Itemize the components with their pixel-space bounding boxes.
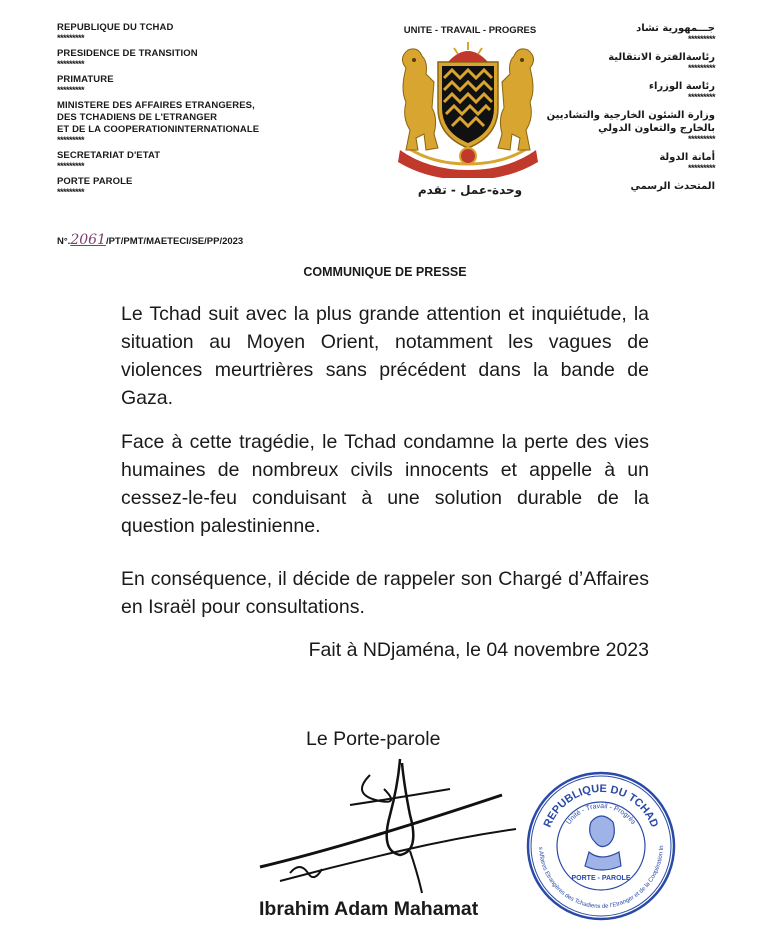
- emblem-motto: UNITE - TRAVAIL - PROGRES: [403, 25, 537, 36]
- separator: *********: [57, 33, 85, 43]
- header-ar-republic: جـــمهورية تشاد: [636, 23, 715, 34]
- separator: *********: [57, 187, 85, 197]
- reference-suffix: /PT/PMT/MAETECI/SE/PP/2023: [105, 236, 244, 247]
- emblem-motto-arabic: وحدة-عمل - تقدم: [417, 183, 523, 197]
- stamp-motto: Unité - Travail - Progrès: [565, 802, 637, 826]
- reference-number: [57, 232, 243, 248]
- header-presidency: PRESIDENCE DE TRANSITION: [57, 48, 198, 59]
- separator: *********: [57, 161, 85, 171]
- header-ministry-line3: ET DE LA COOPERATIONINTERNATIONALE: [57, 124, 260, 135]
- stamp-bottom-text: s Affaires Etrangères des Tchadiens de l’Etranger et de la Coopération In: [536, 845, 666, 911]
- separator: *********: [687, 134, 715, 144]
- separator: *********: [687, 63, 715, 73]
- dateline: Fait à NDjaména, le 04 novembre 2023: [308, 639, 649, 661]
- header-left: [57, 22, 357, 202]
- separator: *********: [57, 59, 85, 69]
- document-title: COMMUNIQUE DE PRESSE: [303, 265, 467, 279]
- paragraph-1: Le Tchad suit avec la plus grande attention et inquiétude, la situation au Moyen Orient, notamment les vagues de violences meurtrières sans précédent dans la bande de Gaza.: [121, 303, 649, 409]
- separator: *********: [687, 163, 715, 173]
- header-ar-primature: رئاسة الوزراء: [648, 81, 715, 92]
- header-ar-presidency: رئاسةالفترة الانتقالية: [608, 52, 715, 63]
- paragraph-2: Face à cette tragédie, le Tchad condamne la perte des vies humaines de nombreux civils innocents et appelle à un cessez-le-feu conduisant à une solution durable de la question palestinienne.: [121, 431, 649, 537]
- header-right: [515, 22, 715, 193]
- signer-name: Ibrahim Adam Mahamat: [259, 898, 479, 920]
- reference-handwritten-number: 2061: [70, 232, 106, 248]
- stamp-center-text: PORTE - PAROLE: [571, 875, 631, 882]
- header-primature: PRIMATURE: [57, 74, 114, 85]
- header-ministry-line2: DES TCHADIENS DE L'ETRANGER: [57, 112, 218, 123]
- separator: *********: [687, 34, 715, 44]
- header-ar-spokesperson: المتحدث الرسمي: [630, 181, 715, 192]
- stamp-top-text: REPUBLIQUE DU TCHAD: [541, 782, 661, 830]
- separator: *********: [687, 92, 715, 102]
- header-ar-secretariat: أمانة الدولة: [659, 152, 715, 163]
- official-stamp: [525, 770, 677, 927]
- signer-title: Le Porte-parole: [306, 728, 441, 750]
- handwritten-signature: [250, 755, 540, 900]
- header-porte-parole: PORTE PAROLE: [57, 176, 133, 187]
- header-ar-ministry-line1: وزارة الشئون الخارجية والتشاديين: [546, 110, 715, 121]
- header-republic: REPUBLIQUE DU TCHAD: [57, 22, 174, 33]
- paragraph-3: En conséquence, il décide de rappeler son Chargé d’Affaires en Israël pour consultations.: [121, 568, 649, 618]
- header-secretariat: SECRETARIAT D'ETAT: [57, 150, 161, 161]
- reference-prefix: N°.: [57, 236, 71, 247]
- separator: *********: [57, 85, 85, 95]
- separator: *********: [57, 135, 85, 145]
- header-ar-ministry-line2: بالخارج والتعاون الدولي: [598, 123, 715, 134]
- header-ministry-line1: MINISTERE DES AFFAIRES ETRANGERES,: [57, 100, 255, 111]
